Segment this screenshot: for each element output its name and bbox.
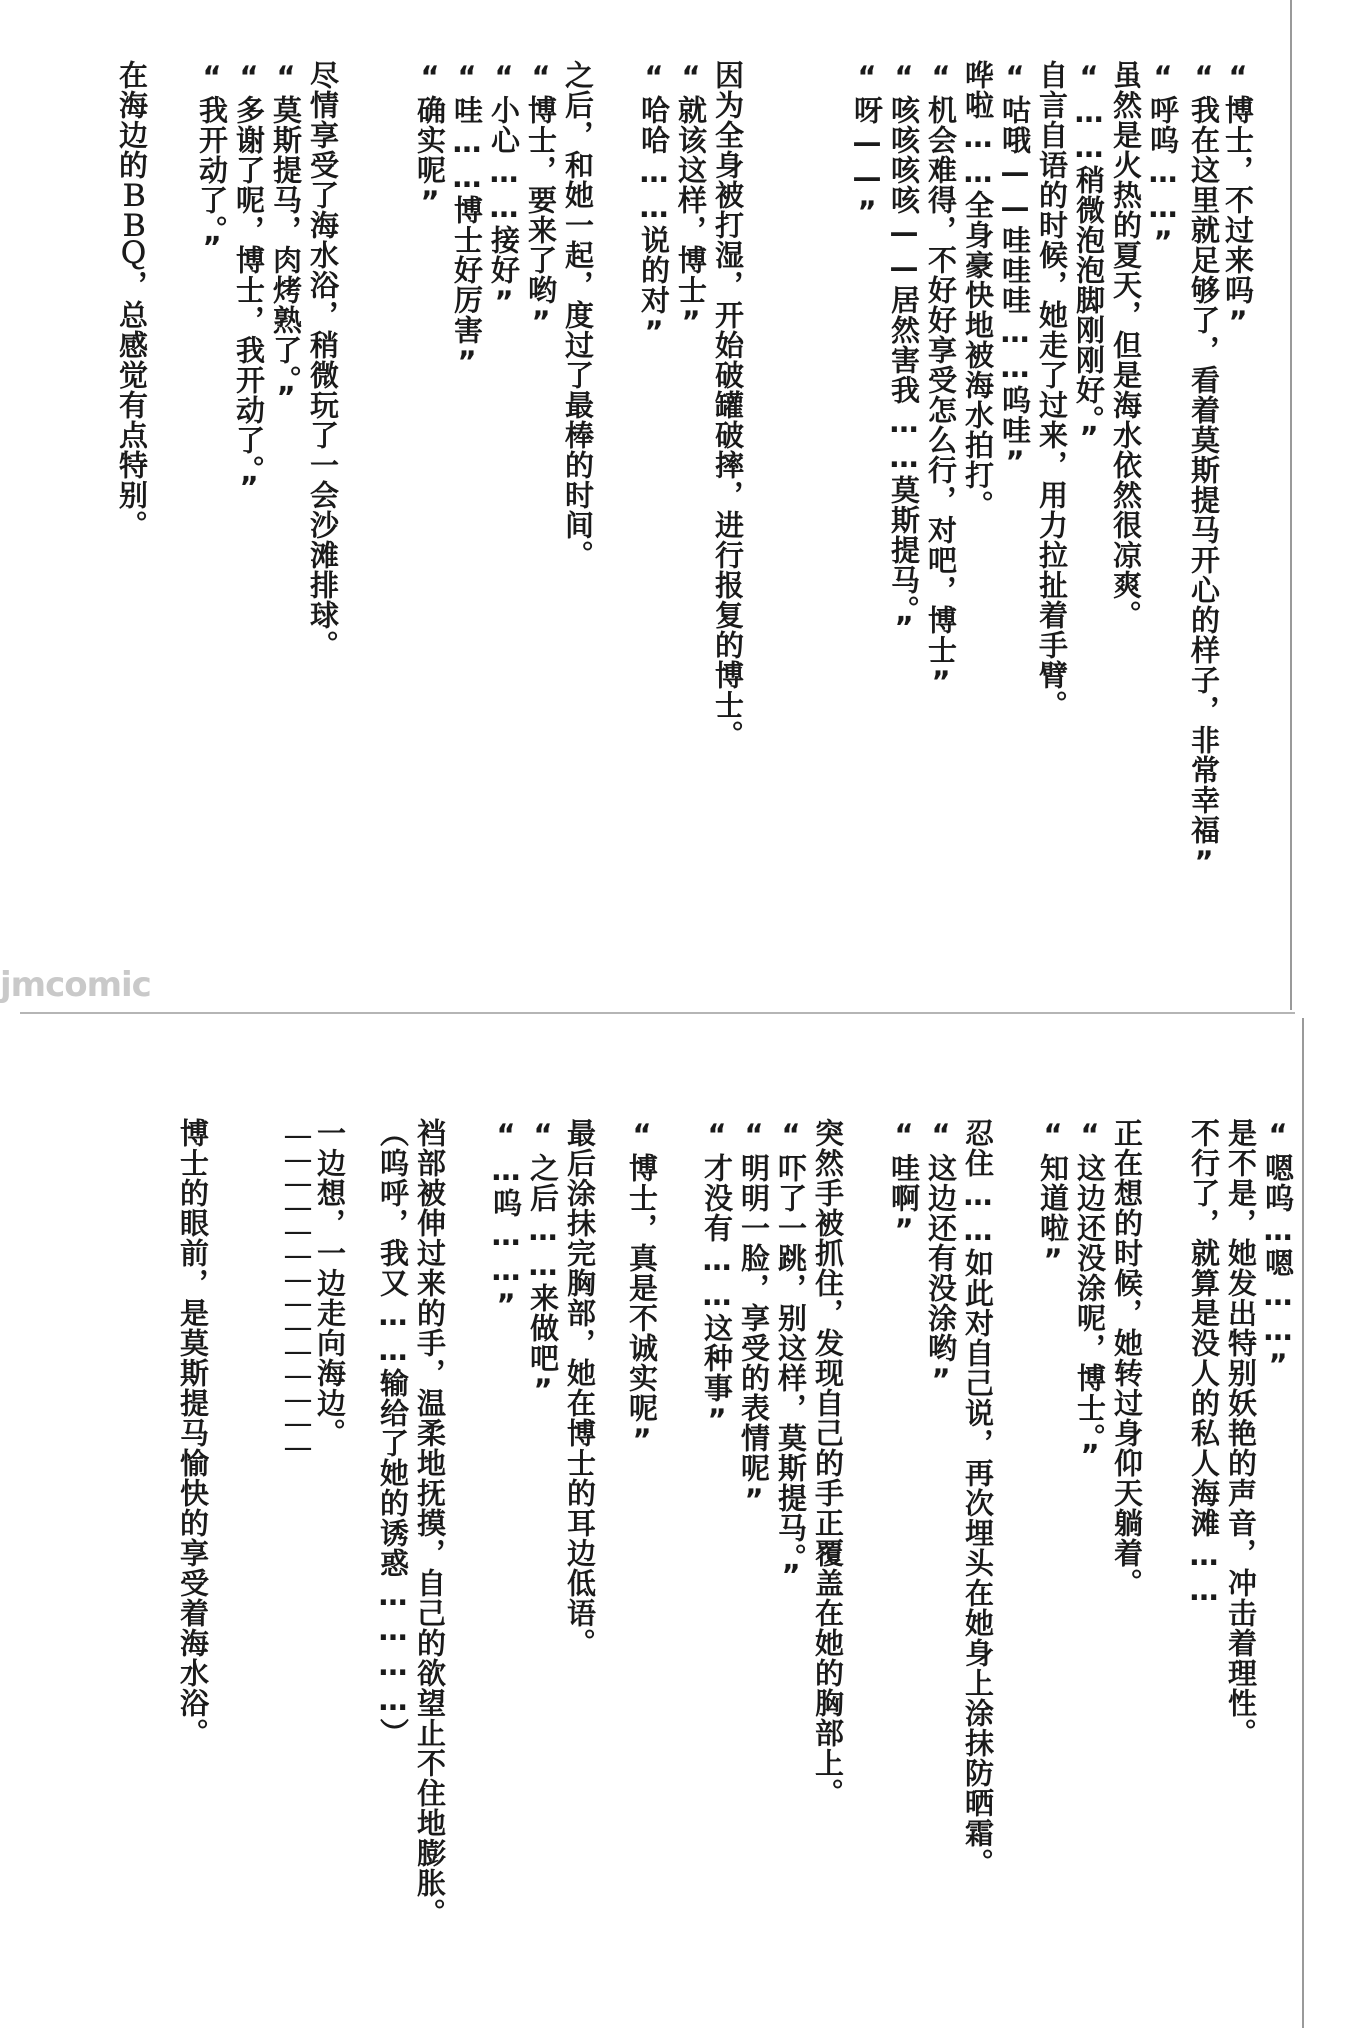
text-column: “博士，要来了哟” <box>524 60 558 340</box>
text-column: 是不是，她发出特别妖艳的声音，冲击着理性。 <box>1224 1118 1258 1748</box>
right-edge-divider <box>1290 0 1292 1010</box>
text-column: “多谢了呢，博士，我开动了。” <box>232 60 266 506</box>
bottom-edge-divider <box>1302 1018 1304 2028</box>
text-column: “博士，不过来吗” <box>1221 60 1255 340</box>
text-column: “嗯呜…嗯……” <box>1261 1118 1295 1383</box>
text-column: “呀——” <box>850 60 884 230</box>
watermark-logo: jmcomic <box>0 965 151 1005</box>
text-column: “才没有……这种事” <box>700 1118 734 1438</box>
text-column: 虽然是火热的夏天，但是海水依然很凉爽。 <box>1109 60 1143 630</box>
text-column: 突然手被抓住，发现自己的手正覆盖在她的胸部上。 <box>811 1118 845 1808</box>
text-column: “确实呢” <box>413 60 447 220</box>
text-column: “知道啦” <box>1036 1118 1070 1278</box>
text-column: 因为全身被打湿，开始破罐破摔，进行报复的博士。 <box>711 60 745 750</box>
text-column: “莫斯提马，肉烤熟了。” <box>269 60 303 416</box>
text-column: 自言自语的时候，她走了过来，用力拉扯着手臂。 <box>1035 60 1069 720</box>
text-column: （呜呼，我又……输给了她的诱惑…………） <box>376 1118 410 1748</box>
text-column: “哈哈……说的对” <box>637 60 671 350</box>
text-column: “我开动了。” <box>195 60 229 266</box>
text-column: “咕哦——哇哇哇……呜哇” <box>998 60 1032 480</box>
text-column: “之后……来做吧” <box>526 1118 560 1408</box>
text-column: “这边还没涂呢，博士。” <box>1073 1118 1107 1474</box>
text-column: “呼呜……” <box>1146 60 1180 260</box>
text-column: “……稍微泡泡脚刚刚好。” <box>1072 60 1106 456</box>
text-column: “咳咳咳咳——居然害我……莫斯提马。” <box>887 60 921 646</box>
text-column: 博士的眼前，是莫斯提马愉快的享受着海水浴。 <box>176 1118 210 1748</box>
text-column: 在海边的ＢＢＱ，总感觉有点特别。 <box>115 60 149 540</box>
text-column: 裆部被伸过来的手，温柔地抚摸，自己的欲望止不住地膨胀。 <box>413 1118 447 1928</box>
text-column: “我在这里就足够了，看着莫斯提马开心的样子，非常幸福” <box>1187 60 1221 880</box>
section-divider <box>20 1012 1295 1014</box>
text-column: 不行了，就算是没人的私人海滩…… <box>1187 1118 1221 1608</box>
text-column: “这边还有没涂哟” <box>924 1118 958 1398</box>
text-column: 一边想，一边走向海边。 <box>313 1118 347 1448</box>
text-column: “就该这样，博士” <box>674 60 708 340</box>
text-column: 尽情享受了海水浴，稍微玩了一会沙滩排球。 <box>306 60 340 660</box>
text-column: 忍住……如此对自己说，再次埋头在她身上涂抹防晒霜。 <box>961 1118 995 1878</box>
text-column: “哇……博士好厉害” <box>450 60 484 380</box>
text-column: 最后涂抹完胸部，她在博士的耳边低语。 <box>563 1118 597 1658</box>
text-column: “博士，真是不诚实呢” <box>625 1118 659 1458</box>
text-column: 之后，和她一起，度过了最棒的时间。 <box>561 60 595 570</box>
text-column: “哇啊” <box>887 1118 921 1248</box>
text-column: 正在想的时候，她转过身仰天躺着。 <box>1110 1118 1144 1598</box>
text-column: —————————————— <box>281 1118 315 1454</box>
text-column: “小心……接好” <box>487 60 521 320</box>
text-column: “机会难得，不好好享受怎么行，对吧，博士” <box>924 60 958 700</box>
text-column: “…呜……” <box>489 1118 523 1323</box>
text-column: 哗啦……全身豪快地被海水拍打。 <box>961 60 995 520</box>
text-column: “明明一脸，享受的表情呢” <box>737 1118 771 1518</box>
text-column: “吓了一跳，别这样，莫斯提马。” <box>774 1118 808 1594</box>
